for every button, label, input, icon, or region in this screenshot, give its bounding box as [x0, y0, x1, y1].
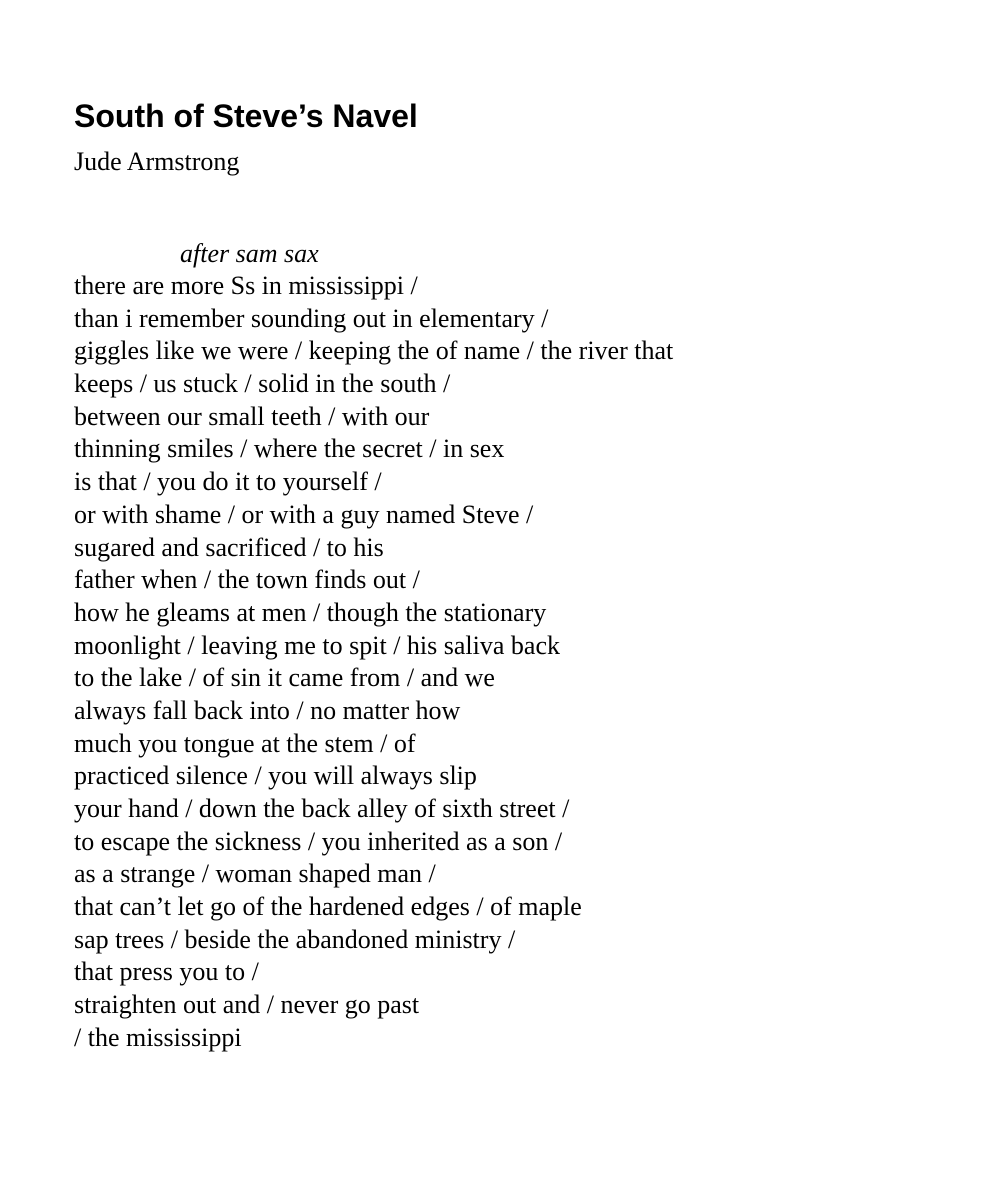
poem-line-20: that can’t let go of the hardened edges / of maple: [74, 892, 582, 922]
poem-line-18: to escape the sickness / you inherited as a son /: [74, 826, 563, 856]
poem-line-8: or with shame / or with a guy named Steve /: [74, 499, 534, 529]
poem-line-15: much you tongue at the stem / of: [74, 728, 416, 758]
poem-line-23: straighten out and / never go past: [74, 990, 420, 1020]
poem-line-2: than i remember sounding out in elementary /: [74, 303, 549, 333]
poem-author: Jude Armstrong: [74, 147, 240, 176]
poem-line-11: how he gleams at men / though the stationary: [74, 597, 547, 627]
poem-line-21: sap trees / beside the abandoned ministry /: [74, 924, 516, 954]
poem-line-7: is that / you do it to yourself /: [74, 467, 382, 497]
poem-epigraph: after sam sax: [180, 239, 319, 268]
poem-line-6: thinning smiles / where the secret / in sex: [74, 434, 505, 464]
poem-line-5: between our small teeth / with our: [74, 401, 430, 431]
poem-line-12: moonlight / leaving me to spit / his saliva back: [74, 630, 560, 660]
poem-line-14: always fall back into / no matter how: [74, 695, 461, 725]
poem-line-13: to the lake / of sin it came from / and we: [74, 663, 495, 693]
poem-line-4: keeps / us stuck / solid in the south /: [74, 369, 451, 399]
poem-line-24: / the mississippi: [74, 1022, 242, 1052]
poem-line-1: there are more Ss in mississippi /: [74, 271, 418, 300]
poem-line-9: sugared and sacrificed / to his: [74, 532, 384, 562]
poem-line-16: practiced silence / you will always slip: [74, 761, 477, 791]
poem-line-3: giggles like we were / keeping the of name / the river that: [74, 336, 674, 366]
poem-body: [74, 270, 673, 1055]
poem-line-10: father when / the town finds out /: [74, 565, 420, 595]
poem-line-22: that press you to /: [74, 957, 259, 987]
poem-title: South of Steve’s Navel: [74, 98, 418, 134]
poem-line-17: your hand / down the back alley of sixth street /: [74, 794, 570, 823]
poem-line-19: as a strange / woman shaped man /: [74, 859, 436, 889]
